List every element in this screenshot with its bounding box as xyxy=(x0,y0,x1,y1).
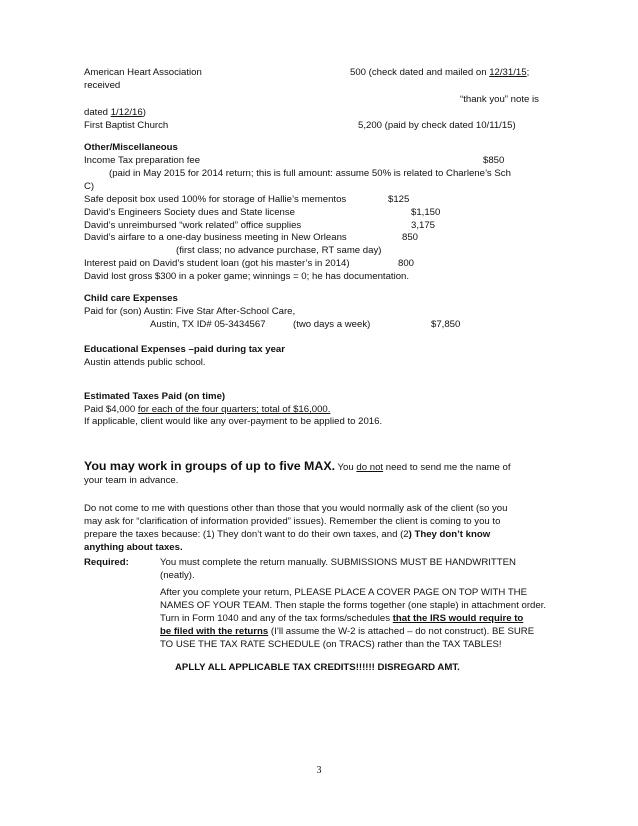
questions-line-3: prepare the taxes because: (1) They don’t want to do their own taxes, and (2) They don’t know xyxy=(84,529,491,540)
thank-you-note: “thank you” note is xyxy=(460,94,539,105)
office-amount: 3,175 xyxy=(411,220,436,231)
education-heading: Educational Expenses –paid during tax year xyxy=(84,344,286,355)
child-care-line-1: Paid for (son) Austin: Five Star After-School Care, xyxy=(84,306,296,317)
aha-name: American Heart Association xyxy=(84,67,202,78)
office-label: David’s unreimbursed “work related” office supplies xyxy=(84,220,302,231)
after-line-5: TO USE THE TAX RATE SCHEDULE (on TRACS) rather than the TAX TABLES! xyxy=(160,639,502,650)
safe-deposit-label: Safe deposit box used 100% for storage of Hallie’s mementos xyxy=(84,194,347,205)
airfare-label: David’s airfare to a one-day business meeting in New Orleans xyxy=(84,232,347,243)
received-text: received xyxy=(84,80,121,91)
poker-line: David lost gross $300 in a poker game; winnings = 0; he has documentation. xyxy=(84,271,410,282)
safe-deposit-amount: $125 xyxy=(388,194,410,205)
child-care-amount: $7,850 xyxy=(431,319,461,330)
after-line-1: After you complete your return, PLEASE PLACE A COVER PAGE ON TOP WITH THE xyxy=(160,587,528,598)
airfare-amount: 850 xyxy=(402,232,419,243)
tax-credits-line: APLLY ALL APPLICABLE TAX CREDITS!!!!!! DISREGARD AMT. xyxy=(175,662,460,673)
fbc-name: First Baptist Church xyxy=(84,120,169,131)
after-line-4: be filed with the returns (I’ll assume the W-2 is attached – do not construct). BE SURE xyxy=(160,626,535,637)
fbc-amount: 5,200 (paid by check dated 10/11/15) xyxy=(358,120,516,131)
page-number: 3 xyxy=(316,765,322,776)
airfare-note: (first class; no advance purchase, RT same day) xyxy=(176,245,382,256)
tax-prep-label: Income Tax preparation fee xyxy=(84,155,201,166)
questions-line-2: may ask for “clarification of information provided” issues). Remember the client is coming to you to xyxy=(84,516,501,527)
tax-prep-note: (paid in May 2015 for 2014 return; this is full amount: assume 50% is related to Charlene’s Sch xyxy=(109,168,511,179)
questions-line-1: Do not come to me with questions other than those that you would normally ask of the client (so you xyxy=(84,503,508,514)
child-care-heading: Child care Expenses xyxy=(84,293,178,304)
child-care-id: Austin, TX ID# 05-3434567 xyxy=(150,319,266,330)
education-line-1: Austin attends public school. xyxy=(84,357,206,368)
after-line-3: Turn in Form 1040 and any of the tax forms/schedules that the IRS would require to xyxy=(160,613,524,624)
groups-line: You may work in groups of up to five MAX. You do not need to send me the name of xyxy=(84,459,511,473)
dated-line: dated 1/12/16) xyxy=(84,107,146,118)
required-label: Required: xyxy=(84,557,129,568)
tax-prep-note-2: C) xyxy=(84,181,95,192)
loan-amount: 800 xyxy=(398,258,415,269)
questions-line-4: anything about taxes. xyxy=(84,542,183,553)
loan-label: Interest paid on David’s student loan (got his master’s in 2014) xyxy=(84,258,350,269)
estimated-line-1: Paid $4,000 for each of the four quarters; total of $16,000. xyxy=(84,404,331,415)
child-care-days: (two days a week) xyxy=(293,319,371,330)
required-line-1: You must complete the return manually. SUBMISSIONS MUST BE HANDWRITTEN xyxy=(160,557,516,568)
required-line-2: (neatly). xyxy=(160,570,195,581)
tax-prep-amount: $850 xyxy=(483,155,505,166)
estimated-line-2: If applicable, client would like any over-payment to be applied to 2016. xyxy=(84,416,383,427)
engineers-amount: $1,150 xyxy=(411,207,441,218)
engineers-label: David’s Engineers Society dues and State license xyxy=(84,207,296,218)
groups-line-2: your team in advance. xyxy=(84,475,179,486)
after-line-2: NAMES OF YOUR TEAM. Then staple the forms together (one staple) in attachment order. xyxy=(160,600,547,611)
aha-amount-line: 500 (check dated and mailed on 12/31/15; xyxy=(350,67,530,78)
other-misc-heading: Other/Miscellaneous xyxy=(84,142,178,153)
estimated-heading: Estimated Taxes Paid (on time) xyxy=(84,391,226,402)
